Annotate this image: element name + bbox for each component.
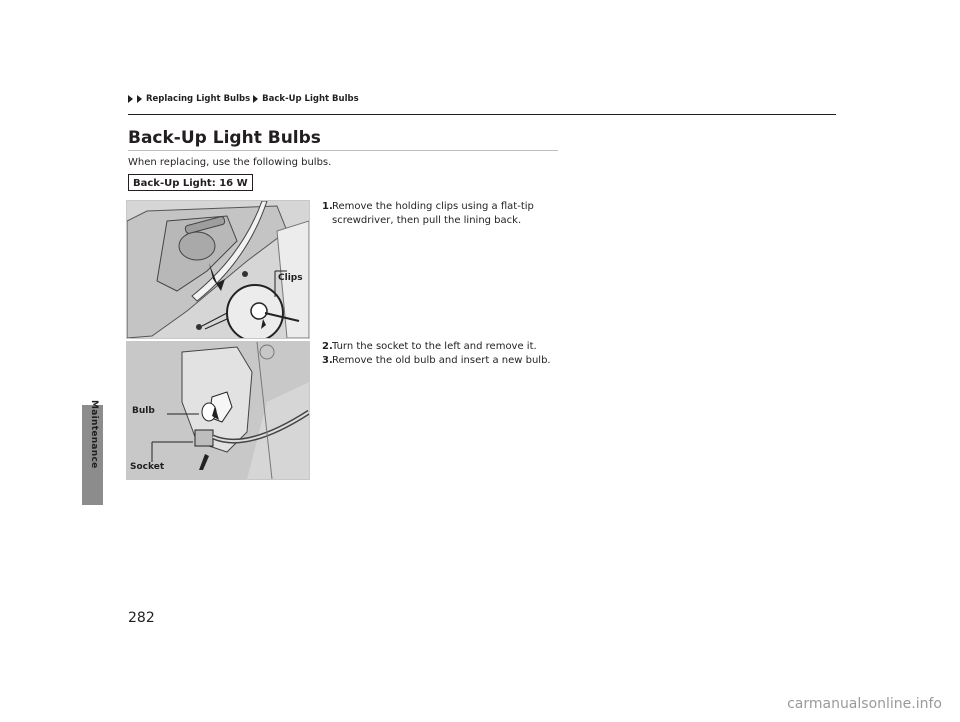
callout-bulb: Bulb [132,406,155,416]
breadcrumb-item-back-up-light-bulbs[interactable]: Back-Up Light Bulbs [262,94,359,104]
step-text: Remove the old bulb and insert a new bulb. [332,355,551,366]
step-3 [322,354,562,368]
bulb-spec-box: Back-Up Light: 16 W [128,174,253,191]
breadcrumb [128,94,359,104]
header-rule [128,114,836,115]
callout-clips: Clips [278,273,303,283]
step-number: 2. [322,341,333,352]
intro-text: When replacing, use the following bulbs. [128,157,332,168]
step-number: 1. [322,201,333,212]
clips-illustration-icon [127,201,309,338]
breadcrumb-arrow-icon [253,95,258,103]
title-rule [128,150,558,151]
page-title: Back-Up Light Bulbs [128,128,321,148]
callout-socket: Socket [130,462,165,472]
breadcrumb-arrow-icon [137,95,142,103]
figure-clips-illustration [126,200,310,339]
breadcrumb-arrow-icon [128,95,133,103]
step-text: Remove the holding clips using a flat-tip screwdriver, then pull the lining back. [332,201,534,226]
section-label: Maintenance [89,400,99,469]
step-number: 3. [322,355,333,366]
breadcrumb-item-replacing-light-bulbs[interactable]: Replacing Light Bulbs [146,94,251,104]
step-1 [322,200,562,228]
watermark: carmanualsonline.info [787,696,942,712]
step-2 [322,340,562,354]
step-text: Turn the socket to the left and remove it. [332,341,537,352]
page-number: 282 [128,610,155,626]
